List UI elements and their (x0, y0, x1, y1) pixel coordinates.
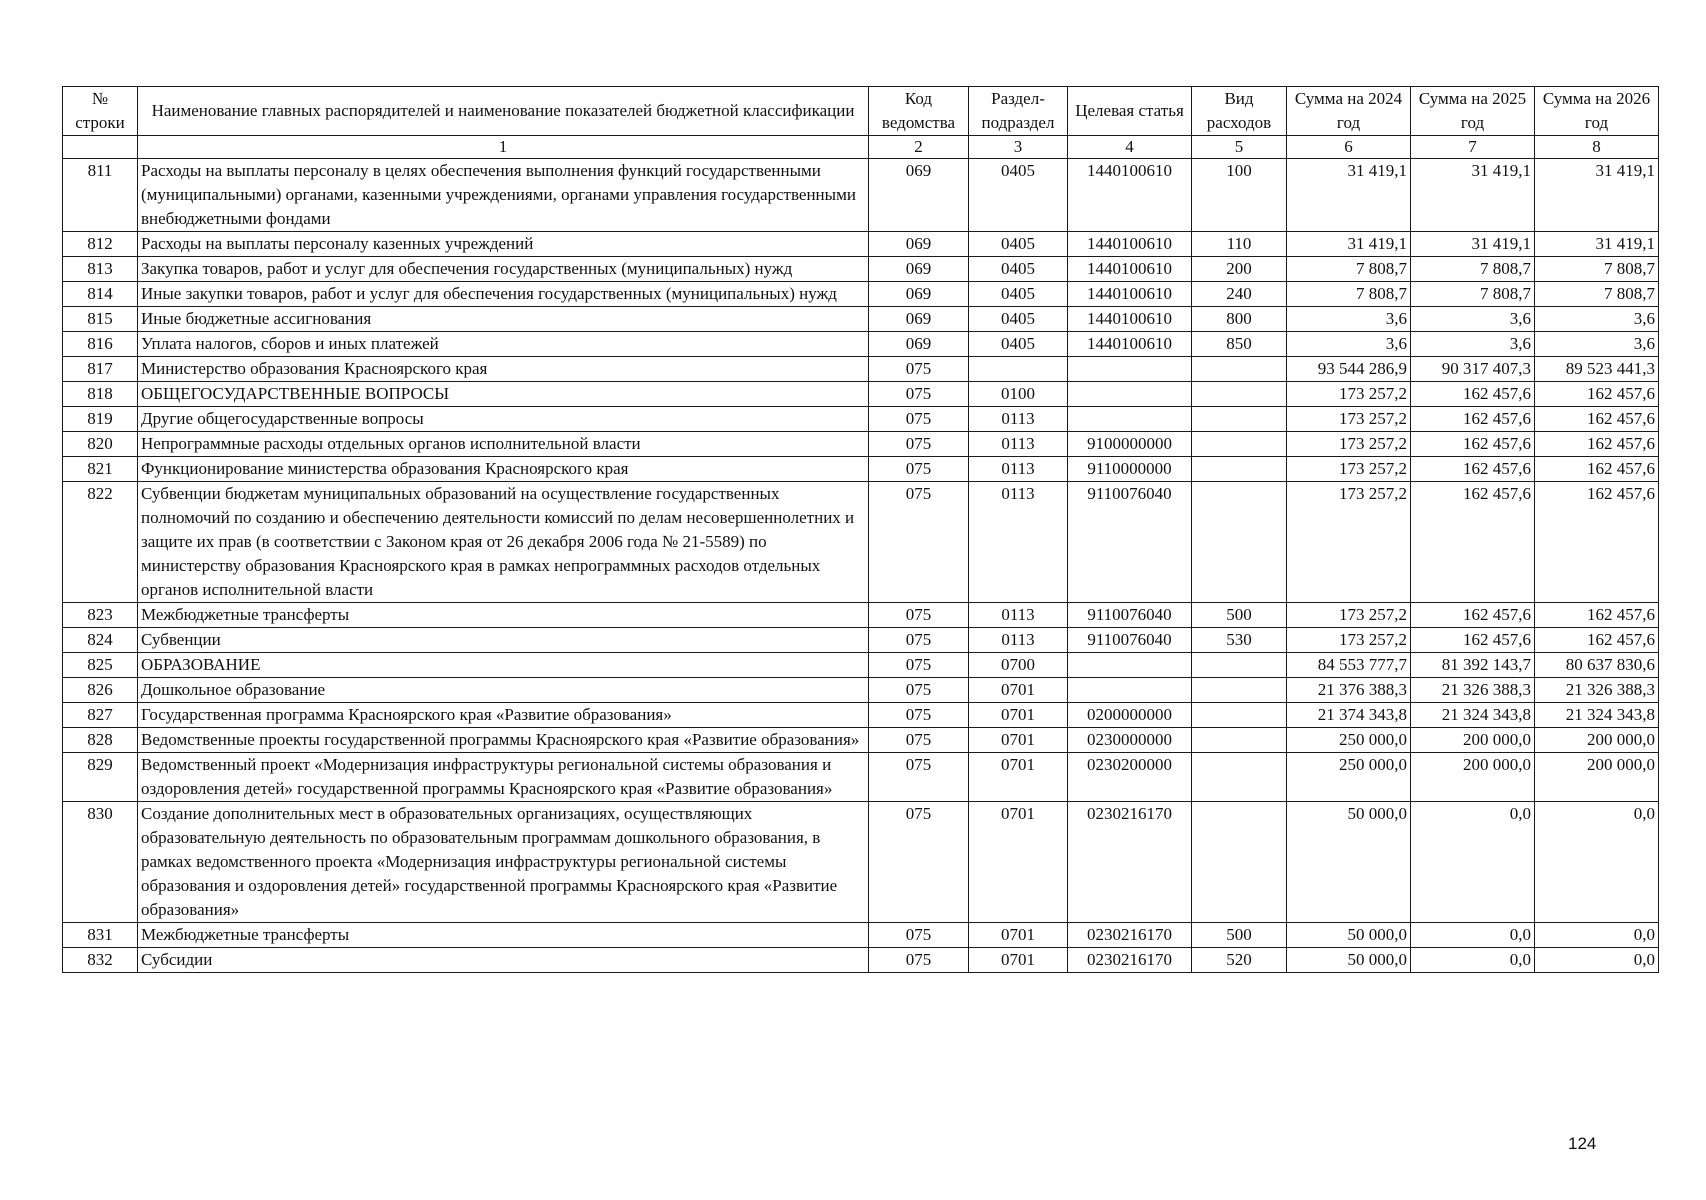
row-name: Создание дополнительных мест в образовательных организациях, осуществляющих образовательную деятельность по образовательным программам дошкольного образования, в рамках ведомственного проекта «Модернизация инфраструктуры региональной системы образования и оздоровления детей» государственной программы Красноярского края «Развитие образования» (138, 802, 869, 923)
table-row (63, 257, 1659, 282)
row-sum-2024: 93 544 286,9 (1287, 357, 1411, 382)
row-expense-type (1192, 728, 1287, 753)
row-expense-type (1192, 653, 1287, 678)
row-expense-type: 800 (1192, 307, 1287, 332)
column-number: 6 (1287, 136, 1411, 159)
column-number: 3 (969, 136, 1068, 159)
table-row (63, 332, 1659, 357)
row-name: Межбюджетные трансферты (138, 603, 869, 628)
row-name: Уплата налогов, сборов и иных платежей (138, 332, 869, 357)
row-target: 1440100610 (1068, 257, 1192, 282)
page-number: 124 (1568, 1134, 1597, 1153)
table-row (63, 232, 1659, 257)
row-section: 0701 (969, 923, 1068, 948)
row-section: 0701 (969, 802, 1068, 923)
row-sum-2026: 162 457,6 (1535, 382, 1659, 407)
row-sum-2026: 31 419,1 (1535, 159, 1659, 232)
row-name: Расходы на выплаты персоналу казенных учреждений (138, 232, 869, 257)
row-expense-type (1192, 802, 1287, 923)
table-row (63, 357, 1659, 382)
table-row (63, 653, 1659, 678)
row-target: 1440100610 (1068, 159, 1192, 232)
table-row (63, 432, 1659, 457)
row-sum-2024: 250 000,0 (1287, 753, 1411, 802)
row-number: 811 (63, 159, 138, 232)
row-section: 0113 (969, 407, 1068, 432)
row-sum-2026: 7 808,7 (1535, 282, 1659, 307)
row-sum-2025: 162 457,6 (1411, 603, 1535, 628)
row-target: 0230216170 (1068, 948, 1192, 973)
row-dept-code: 069 (869, 159, 969, 232)
row-name: Другие общегосударственные вопросы (138, 407, 869, 432)
row-sum-2025: 7 808,7 (1411, 257, 1535, 282)
table-row (63, 923, 1659, 948)
row-target: 9110076040 (1068, 603, 1192, 628)
budget-table (62, 86, 1659, 973)
row-name: Закупка товаров, работ и услуг для обеспечения государственных (муниципальных) нужд (138, 257, 869, 282)
row-sum-2025: 81 392 143,7 (1411, 653, 1535, 678)
row-dept-code: 075 (869, 432, 969, 457)
row-sum-2024: 50 000,0 (1287, 802, 1411, 923)
row-sum-2024: 173 257,2 (1287, 457, 1411, 482)
row-target: 1440100610 (1068, 332, 1192, 357)
row-name: Межбюджетные трансферты (138, 923, 869, 948)
column-number: 5 (1192, 136, 1287, 159)
row-number: 826 (63, 678, 138, 703)
column-number-row (63, 136, 1659, 159)
row-sum-2025: 162 457,6 (1411, 432, 1535, 457)
row-dept-code: 069 (869, 332, 969, 357)
row-target: 0230000000 (1068, 728, 1192, 753)
row-number: 822 (63, 482, 138, 603)
row-target: 9100000000 (1068, 432, 1192, 457)
table-row (63, 728, 1659, 753)
row-section: 0100 (969, 382, 1068, 407)
row-expense-type: 110 (1192, 232, 1287, 257)
row-number: 828 (63, 728, 138, 753)
row-sum-2026: 162 457,6 (1535, 457, 1659, 482)
row-target: 1440100610 (1068, 307, 1192, 332)
row-section: 0405 (969, 332, 1068, 357)
row-number: 814 (63, 282, 138, 307)
row-target (1068, 407, 1192, 432)
header-sum-2026: Сумма на 2026 год (1535, 87, 1659, 136)
table-row (63, 753, 1659, 802)
row-section: 0405 (969, 159, 1068, 232)
row-target: 0230216170 (1068, 923, 1192, 948)
row-section: 0113 (969, 628, 1068, 653)
row-target (1068, 382, 1192, 407)
row-sum-2025: 7 808,7 (1411, 282, 1535, 307)
row-sum-2025: 21 324 343,8 (1411, 703, 1535, 728)
row-section: 0113 (969, 603, 1068, 628)
table-row (63, 678, 1659, 703)
row-sum-2025: 162 457,6 (1411, 407, 1535, 432)
column-number: 7 (1411, 136, 1535, 159)
row-sum-2024: 3,6 (1287, 332, 1411, 357)
row-name: Государственная программа Красноярского края «Развитие образования» (138, 703, 869, 728)
row-sum-2026: 89 523 441,3 (1535, 357, 1659, 382)
row-sum-2025: 162 457,6 (1411, 382, 1535, 407)
row-expense-type (1192, 753, 1287, 802)
row-section: 0405 (969, 257, 1068, 282)
row-section: 0700 (969, 653, 1068, 678)
row-name: ОБЩЕГОСУДАРСТВЕННЫЕ ВОПРОСЫ (138, 382, 869, 407)
row-name: Ведомственные проекты государственной программы Красноярского края «Развитие образования» (138, 728, 869, 753)
row-sum-2026: 162 457,6 (1535, 603, 1659, 628)
row-expense-type (1192, 678, 1287, 703)
row-expense-type: 100 (1192, 159, 1287, 232)
row-dept-code: 075 (869, 728, 969, 753)
row-sum-2025: 0,0 (1411, 948, 1535, 973)
row-number: 827 (63, 703, 138, 728)
row-expense-type: 530 (1192, 628, 1287, 653)
header-target: Целевая статья (1068, 87, 1192, 136)
row-sum-2025: 200 000,0 (1411, 728, 1535, 753)
row-dept-code: 075 (869, 653, 969, 678)
row-name: Расходы на выплаты персоналу в целях обеспечения выполнения функций государственными (муниципальными) органами, казенными учреждениями, органами управления государственными внебюджетными фондами (138, 159, 869, 232)
row-dept-code: 075 (869, 457, 969, 482)
row-expense-type: 500 (1192, 603, 1287, 628)
row-expense-type: 520 (1192, 948, 1287, 973)
row-expense-type: 200 (1192, 257, 1287, 282)
row-sum-2026: 200 000,0 (1535, 753, 1659, 802)
table-row (63, 457, 1659, 482)
row-sum-2024: 50 000,0 (1287, 923, 1411, 948)
row-sum-2024: 31 419,1 (1287, 159, 1411, 232)
row-sum-2024: 250 000,0 (1287, 728, 1411, 753)
row-expense-type: 500 (1192, 923, 1287, 948)
row-number: 820 (63, 432, 138, 457)
row-name: Ведомственный проект «Модернизация инфраструктуры региональной системы образования и оздоровления детей» государственной программы Красноярского края «Развитие образования» (138, 753, 869, 802)
row-sum-2024: 50 000,0 (1287, 948, 1411, 973)
row-sum-2026: 200 000,0 (1535, 728, 1659, 753)
row-sum-2026: 3,6 (1535, 332, 1659, 357)
row-target: 0200000000 (1068, 703, 1192, 728)
row-section: 0701 (969, 728, 1068, 753)
header-sum-2025: Сумма на 2025 год (1411, 87, 1535, 136)
header-row-no: № строки (63, 87, 138, 136)
table-row (63, 802, 1659, 923)
row-sum-2025: 3,6 (1411, 307, 1535, 332)
row-dept-code: 075 (869, 948, 969, 973)
row-sum-2024: 21 376 388,3 (1287, 678, 1411, 703)
table-row (63, 282, 1659, 307)
row-name: Иные закупки товаров, работ и услуг для обеспечения государственных (муниципальных) нужд (138, 282, 869, 307)
row-number: 817 (63, 357, 138, 382)
row-name: Дошкольное образование (138, 678, 869, 703)
row-section: 0405 (969, 232, 1068, 257)
row-target (1068, 653, 1192, 678)
row-dept-code: 069 (869, 257, 969, 282)
row-expense-type (1192, 407, 1287, 432)
row-target: 1440100610 (1068, 282, 1192, 307)
row-sum-2024: 173 257,2 (1287, 628, 1411, 653)
row-section: 0701 (969, 753, 1068, 802)
row-sum-2026: 0,0 (1535, 923, 1659, 948)
row-target: 9110000000 (1068, 457, 1192, 482)
row-name: Субвенции (138, 628, 869, 653)
row-sum-2026: 3,6 (1535, 307, 1659, 332)
table-row (63, 382, 1659, 407)
row-number: 824 (63, 628, 138, 653)
column-number: 2 (869, 136, 969, 159)
table-row (63, 628, 1659, 653)
row-number: 819 (63, 407, 138, 432)
row-sum-2025: 90 317 407,3 (1411, 357, 1535, 382)
column-number (63, 136, 138, 159)
row-name: ОБРАЗОВАНИЕ (138, 653, 869, 678)
row-dept-code: 075 (869, 802, 969, 923)
row-number: 818 (63, 382, 138, 407)
row-sum-2026: 162 457,6 (1535, 407, 1659, 432)
row-dept-code: 075 (869, 923, 969, 948)
row-number: 821 (63, 457, 138, 482)
header-expense-type: Вид расходов (1192, 87, 1287, 136)
header-section: Раздел-подраздел (969, 87, 1068, 136)
row-sum-2026: 0,0 (1535, 948, 1659, 973)
table-row (63, 159, 1659, 232)
row-sum-2026: 162 457,6 (1535, 628, 1659, 653)
row-sum-2025: 21 326 388,3 (1411, 678, 1535, 703)
row-number: 823 (63, 603, 138, 628)
table-row (63, 948, 1659, 973)
row-dept-code: 075 (869, 603, 969, 628)
row-sum-2026: 7 808,7 (1535, 257, 1659, 282)
row-target: 9110076040 (1068, 482, 1192, 603)
row-dept-code: 069 (869, 282, 969, 307)
row-target: 9110076040 (1068, 628, 1192, 653)
row-dept-code: 075 (869, 407, 969, 432)
row-sum-2025: 200 000,0 (1411, 753, 1535, 802)
row-section (969, 357, 1068, 382)
row-number: 825 (63, 653, 138, 678)
row-section: 0405 (969, 282, 1068, 307)
table-row (63, 482, 1659, 603)
row-expense-type (1192, 703, 1287, 728)
row-sum-2025: 162 457,6 (1411, 628, 1535, 653)
column-number: 4 (1068, 136, 1192, 159)
row-name: Министерство образования Красноярского края (138, 357, 869, 382)
row-sum-2025: 0,0 (1411, 923, 1535, 948)
row-target (1068, 678, 1192, 703)
header-dept-code: Код ведомства (869, 87, 969, 136)
row-sum-2024: 21 374 343,8 (1287, 703, 1411, 728)
row-target: 0230216170 (1068, 802, 1192, 923)
row-name: Субсидии (138, 948, 869, 973)
row-number: 813 (63, 257, 138, 282)
row-target: 1440100610 (1068, 232, 1192, 257)
row-sum-2024: 173 257,2 (1287, 407, 1411, 432)
row-number: 812 (63, 232, 138, 257)
row-dept-code: 075 (869, 382, 969, 407)
row-dept-code: 075 (869, 628, 969, 653)
row-expense-type (1192, 357, 1287, 382)
row-dept-code: 075 (869, 678, 969, 703)
row-name: Функционирование министерства образования Красноярского края (138, 457, 869, 482)
row-number: 816 (63, 332, 138, 357)
row-number: 815 (63, 307, 138, 332)
row-sum-2025: 162 457,6 (1411, 482, 1535, 603)
row-sum-2025: 0,0 (1411, 802, 1535, 923)
row-target (1068, 357, 1192, 382)
table-row (63, 407, 1659, 432)
row-section: 0405 (969, 307, 1068, 332)
row-expense-type (1192, 457, 1287, 482)
row-number: 830 (63, 802, 138, 923)
row-dept-code: 069 (869, 232, 969, 257)
row-sum-2024: 173 257,2 (1287, 432, 1411, 457)
row-sum-2024: 7 808,7 (1287, 257, 1411, 282)
row-section: 0701 (969, 948, 1068, 973)
row-sum-2026: 21 326 388,3 (1535, 678, 1659, 703)
row-sum-2026: 80 637 830,6 (1535, 653, 1659, 678)
row-sum-2024: 31 419,1 (1287, 232, 1411, 257)
row-sum-2024: 173 257,2 (1287, 482, 1411, 603)
row-sum-2026: 21 324 343,8 (1535, 703, 1659, 728)
table-row (63, 603, 1659, 628)
header-row (63, 87, 1659, 136)
row-sum-2024: 7 808,7 (1287, 282, 1411, 307)
row-sum-2024: 173 257,2 (1287, 382, 1411, 407)
column-number: 8 (1535, 136, 1659, 159)
row-dept-code: 075 (869, 357, 969, 382)
row-sum-2026: 0,0 (1535, 802, 1659, 923)
row-expense-type (1192, 482, 1287, 603)
row-sum-2024: 173 257,2 (1287, 603, 1411, 628)
row-section: 0113 (969, 457, 1068, 482)
header-name: Наименование главных распорядителей и наименование показателей бюджетной классификации (138, 87, 869, 136)
column-number: 1 (138, 136, 869, 159)
row-section: 0701 (969, 678, 1068, 703)
row-name: Субвенции бюджетам муниципальных образований на осуществление государственных полномочий по созданию и обеспечению деятельности комиссий по делам несовершеннолетних и защите их прав (в соответствии с Законом края от 26 декабря 2006 года № 21-5589) по министерству образования Красноярского края в рамках непрограммных расходов отдельных органов исполнительной власти (138, 482, 869, 603)
row-section: 0113 (969, 432, 1068, 457)
row-sum-2025: 162 457,6 (1411, 457, 1535, 482)
row-number: 831 (63, 923, 138, 948)
table-row (63, 307, 1659, 332)
header-sum-2024: Сумма на 2024 год (1287, 87, 1411, 136)
row-sum-2026: 31 419,1 (1535, 232, 1659, 257)
row-section: 0701 (969, 703, 1068, 728)
row-expense-type: 240 (1192, 282, 1287, 307)
table-body (63, 159, 1659, 973)
row-name: Иные бюджетные ассигнования (138, 307, 869, 332)
row-sum-2024: 3,6 (1287, 307, 1411, 332)
row-dept-code: 075 (869, 703, 969, 728)
row-dept-code: 075 (869, 482, 969, 603)
row-dept-code: 075 (869, 753, 969, 802)
row-sum-2025: 3,6 (1411, 332, 1535, 357)
row-expense-type (1192, 432, 1287, 457)
row-expense-type (1192, 382, 1287, 407)
row-sum-2025: 31 419,1 (1411, 159, 1535, 232)
row-target: 0230200000 (1068, 753, 1192, 802)
row-name: Непрограммные расходы отдельных органов исполнительной власти (138, 432, 869, 457)
row-dept-code: 069 (869, 307, 969, 332)
row-sum-2024: 84 553 777,7 (1287, 653, 1411, 678)
table-row (63, 703, 1659, 728)
row-section: 0113 (969, 482, 1068, 603)
row-expense-type: 850 (1192, 332, 1287, 357)
row-number: 832 (63, 948, 138, 973)
row-sum-2025: 31 419,1 (1411, 232, 1535, 257)
row-number: 829 (63, 753, 138, 802)
row-sum-2026: 162 457,6 (1535, 482, 1659, 603)
row-sum-2026: 162 457,6 (1535, 432, 1659, 457)
